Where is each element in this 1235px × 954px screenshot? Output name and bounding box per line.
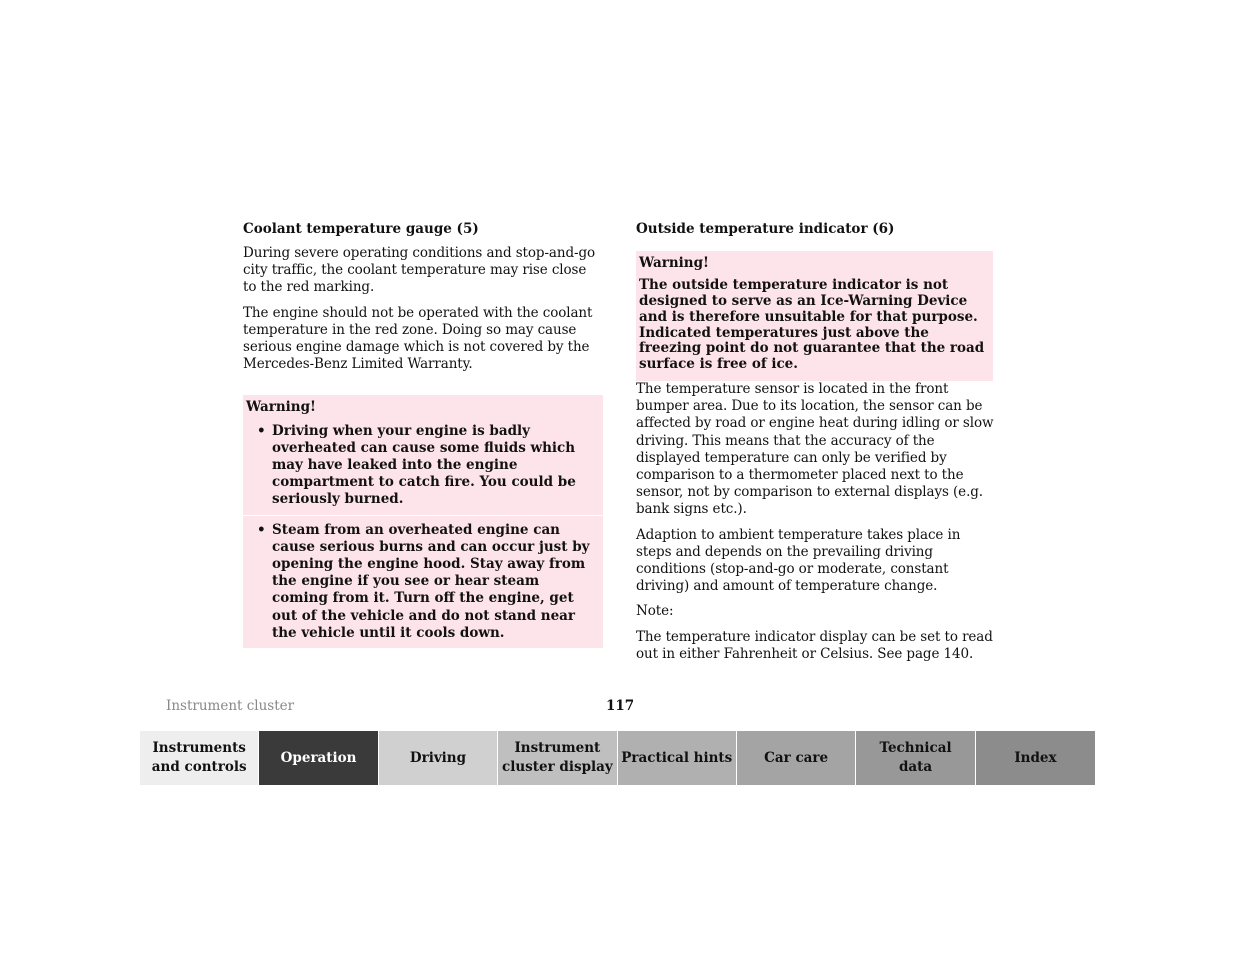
coolant-warning-box [243,395,603,648]
coolant-paragraph-1: During severe operating conditions and stop-and-go city traffic, the coolant temperature may rise close to the red marking. [243,245,596,296]
tab-label: Driving [409,749,467,766]
tab-instrument-cluster-display[interactable] [498,731,617,785]
warning-item [243,515,603,648]
tab-label: Technical data [879,740,952,775]
coolant-paragraph-2: The engine should not be operated with the coolant temperature in the red zone. Doing so may cause serious engine damage which is not covered by the Mercedes-Benz Limited Warranty. [243,304,593,373]
tab-instruments-and-controls[interactable] [140,731,259,785]
left-column [243,220,603,648]
footer-section-title: Instrument cluster [166,698,295,714]
sensor-paragraph: The temperature sensor is located in the front bumper area. Due to its location, the sensor can be affected by road or engine heat during idling or slow driving. This means that the accuracy of the displayed temperature can only be verified by comparison to a thermometer placed next to the sensor, not by comparison to external displays (e.g. bank signs etc.). [636,380,994,518]
bullet-icon: • [257,521,266,538]
warning-item-text: Driving when your engine is badly overheated can cause some fluids which may have leaked into the engine compartment to catch fire. You could be seriously burned. [272,422,576,508]
coolant-heading: Coolant temperature gauge (5) [243,221,479,237]
tab-index[interactable] [976,731,1095,785]
chapter-nav [140,731,1095,785]
tab-label: Instruments and controls [151,740,247,775]
outside-temp-warning-box [636,251,993,381]
warning-item [243,423,603,515]
note-text: The temperature indicator display can be set to read out in either Fahrenheit or Celsius. See page 140. [636,628,993,662]
tab-label: Car care [764,749,829,766]
bullet-icon: • [257,422,266,439]
warning-text: The outside temperature indicator is not designed to serve as an Ice-Warning Device and is therefore unsuitable for that purpose. Indicated temperatures just above the freezing point do not guarantee that the road surface is free of ice. [639,277,985,373]
adaption-paragraph: Adaption to ambient temperature takes place in steps and depends on the prevailing driving conditions (stop-and-go or moderate, constant driving) and amount of temperature change. [636,526,961,595]
tab-operation[interactable] [259,731,378,785]
warning-title: Warning! [639,255,709,271]
tab-label: Operation [280,749,357,766]
note-label: Note: [636,603,674,620]
tab-driving[interactable] [379,731,498,785]
warning-item-text: Steam from an overheated engine can cause serious burns and can occur just by opening the engine hood. Stay away from the engine if you see or hear steam coming from it. Turn off the engine, get out of the vehicle and do not stand near the vehicle until it cools down. [272,521,590,641]
tab-technical-data[interactable] [856,731,975,785]
tab-practical-hints[interactable] [618,731,737,785]
tab-label: Index [1014,749,1057,766]
right-column [636,220,996,671]
tab-label: Practical hints [621,749,733,766]
page-number: 117 [606,698,635,714]
outside-temp-heading: Outside temperature indicator (6) [636,221,895,237]
tab-label: Instrument cluster display [502,740,613,775]
warning-title: Warning! [246,399,316,416]
tab-car-care[interactable] [737,731,856,785]
